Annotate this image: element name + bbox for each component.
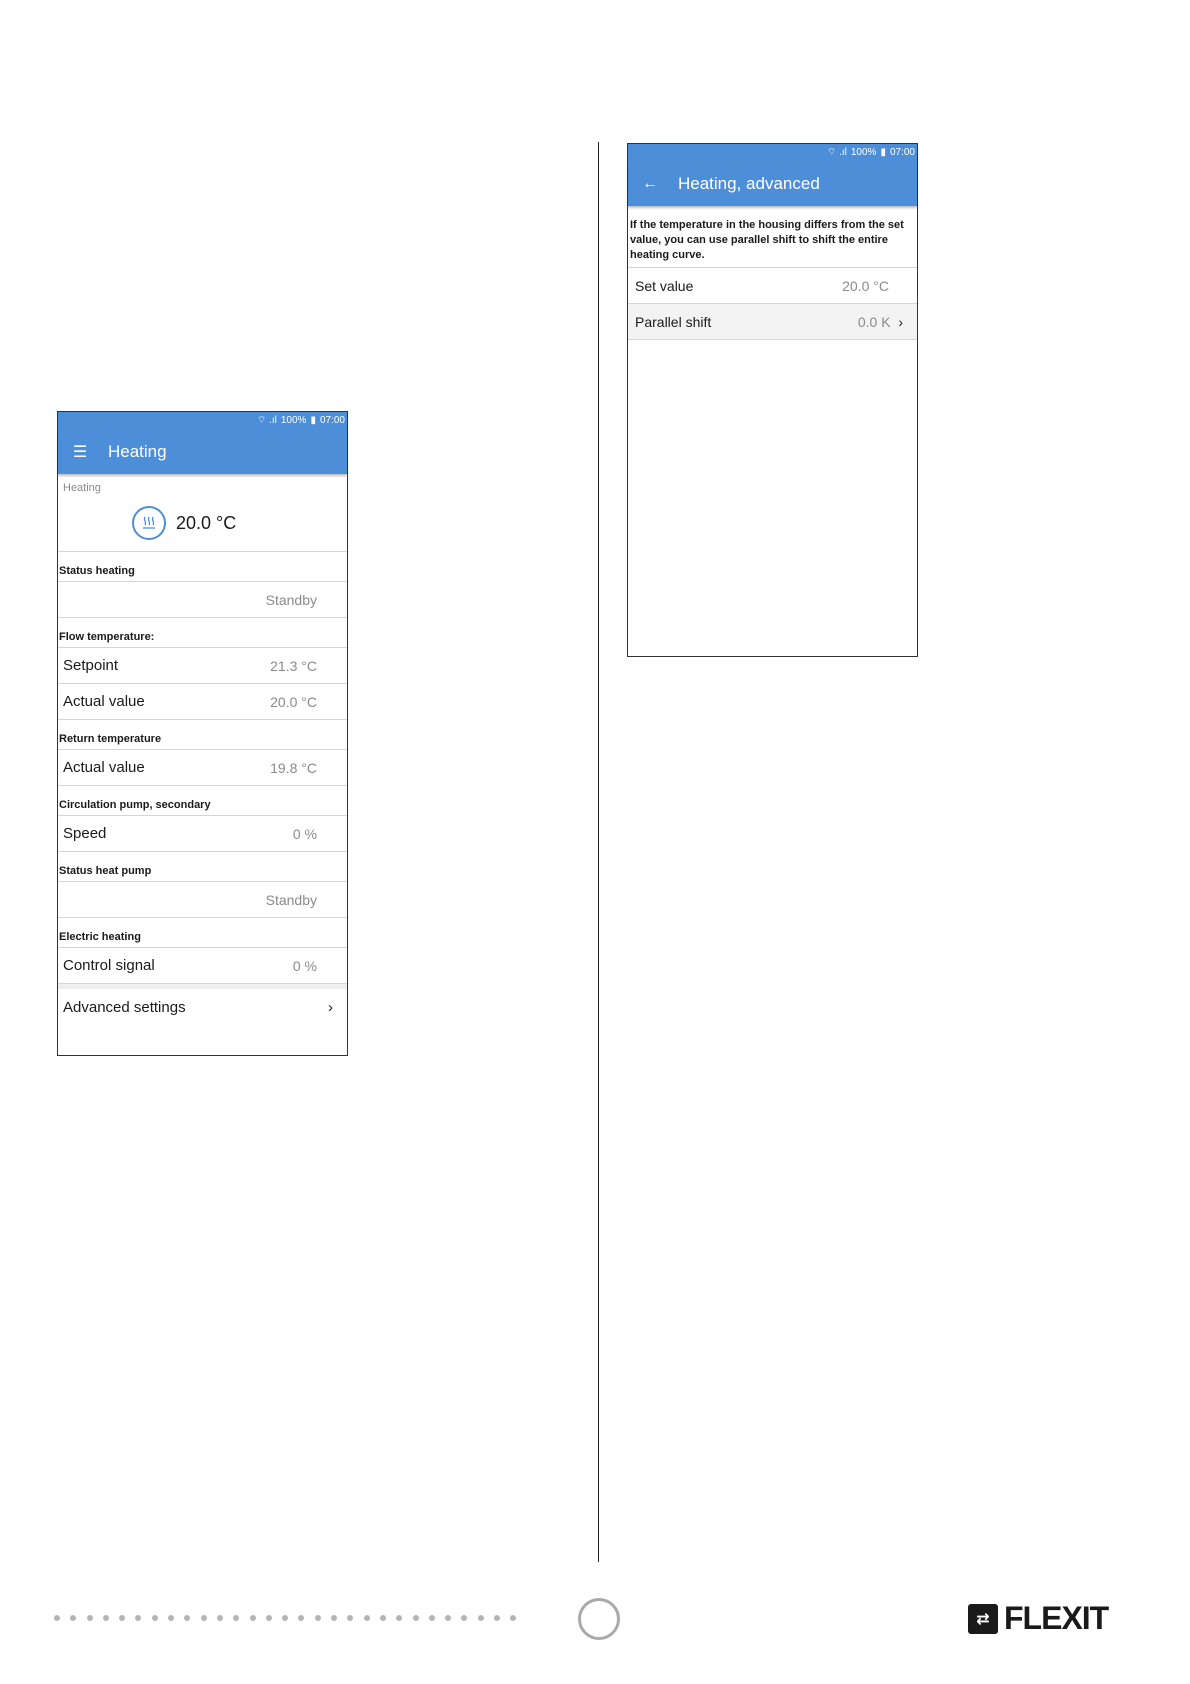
section-electric-heating: Electric heating bbox=[58, 918, 347, 948]
chevron-right-icon: › bbox=[328, 998, 333, 1016]
parallel-shift-label: Parallel shift bbox=[635, 313, 712, 330]
battery-icon: ▮ bbox=[880, 147, 886, 158]
page-title: Heating, advanced bbox=[678, 174, 820, 193]
app-bar bbox=[628, 162, 917, 206]
section-flow-temperature: Flow temperature: bbox=[58, 618, 347, 648]
flow-setpoint-row[interactable] bbox=[58, 648, 347, 684]
description-text: If the temperature in the housing differs from the set value, you can use parallel shift to shift the entire heating curve. bbox=[628, 206, 917, 268]
set-value: 20.0 °C bbox=[842, 277, 889, 294]
flow-actual-row bbox=[58, 684, 347, 720]
battery-icon: ▮ bbox=[310, 415, 316, 426]
return-actual-value: 19.8 °C bbox=[270, 759, 317, 776]
column-divider bbox=[598, 142, 599, 1562]
menu-icon[interactable]: ☰ bbox=[72, 444, 88, 461]
heating-advanced-screen bbox=[627, 143, 918, 657]
parallel-shift-row[interactable] bbox=[628, 304, 917, 340]
flow-setpoint-label: Setpoint bbox=[63, 657, 119, 674]
flow-setpoint-value: 21.3 °C bbox=[270, 657, 317, 674]
section-status-heating: Status heating bbox=[58, 552, 347, 582]
pump-speed-label: Speed bbox=[63, 825, 107, 842]
advanced-settings-label: Advanced settings bbox=[63, 998, 186, 1016]
flow-actual-value: 20.0 °C bbox=[270, 693, 317, 710]
flexit-logo bbox=[968, 1600, 1108, 1637]
heat-pump-status-value: Standby bbox=[265, 891, 317, 908]
section-return-temperature: Return temperature bbox=[58, 720, 347, 750]
signal-icon: ⌔ .ıl bbox=[256, 415, 277, 426]
heating-screen bbox=[57, 411, 348, 1056]
control-signal-value: 0 % bbox=[292, 957, 317, 974]
clock: 07:00 bbox=[319, 415, 345, 426]
app-bar bbox=[58, 430, 347, 474]
flexit-logo-text: FLEXIT bbox=[1004, 1600, 1109, 1636]
hero-caption: Heating bbox=[63, 482, 101, 494]
section-circulation-pump: Circulation pump, secondary bbox=[58, 786, 347, 816]
status-bar bbox=[628, 144, 917, 162]
set-value-label: Set value bbox=[635, 277, 694, 294]
pump-speed-value: 0 % bbox=[292, 825, 317, 842]
section-status-heat-pump: Status heat pump bbox=[58, 852, 347, 882]
chevron-right-icon: › bbox=[894, 313, 903, 330]
set-value-row bbox=[628, 268, 917, 304]
signal-icon: ⌔ .ıl bbox=[826, 147, 847, 158]
flow-actual-label: Actual value bbox=[63, 693, 145, 710]
back-arrow-icon[interactable]: ← bbox=[642, 175, 658, 192]
footer-dots bbox=[54, 1615, 516, 1621]
return-actual-label: Actual value bbox=[63, 759, 145, 776]
battery-level: 100% bbox=[280, 415, 307, 426]
return-actual-row bbox=[58, 750, 347, 786]
status-bar bbox=[58, 412, 347, 430]
battery-level: 100% bbox=[850, 147, 877, 158]
page-title: Heating bbox=[108, 442, 167, 461]
status-heating-value: Standby bbox=[265, 591, 317, 608]
flexit-logo-icon: ⇄ bbox=[968, 1604, 998, 1634]
control-signal-label: Control signal bbox=[63, 957, 155, 974]
hero-temperature: 20.0 °C bbox=[176, 513, 237, 533]
heat-pump-status-row bbox=[58, 882, 347, 918]
control-signal-row bbox=[58, 948, 347, 984]
advanced-settings-button[interactable] bbox=[58, 984, 347, 1025]
clock: 07:00 bbox=[889, 147, 915, 158]
pump-speed-row bbox=[58, 816, 347, 852]
heating-summary bbox=[58, 474, 347, 552]
parallel-shift-value: 0.0 K bbox=[857, 313, 891, 330]
heating-icon bbox=[132, 506, 166, 540]
page-number-circle bbox=[578, 1598, 620, 1640]
status-heating-row bbox=[58, 582, 347, 618]
